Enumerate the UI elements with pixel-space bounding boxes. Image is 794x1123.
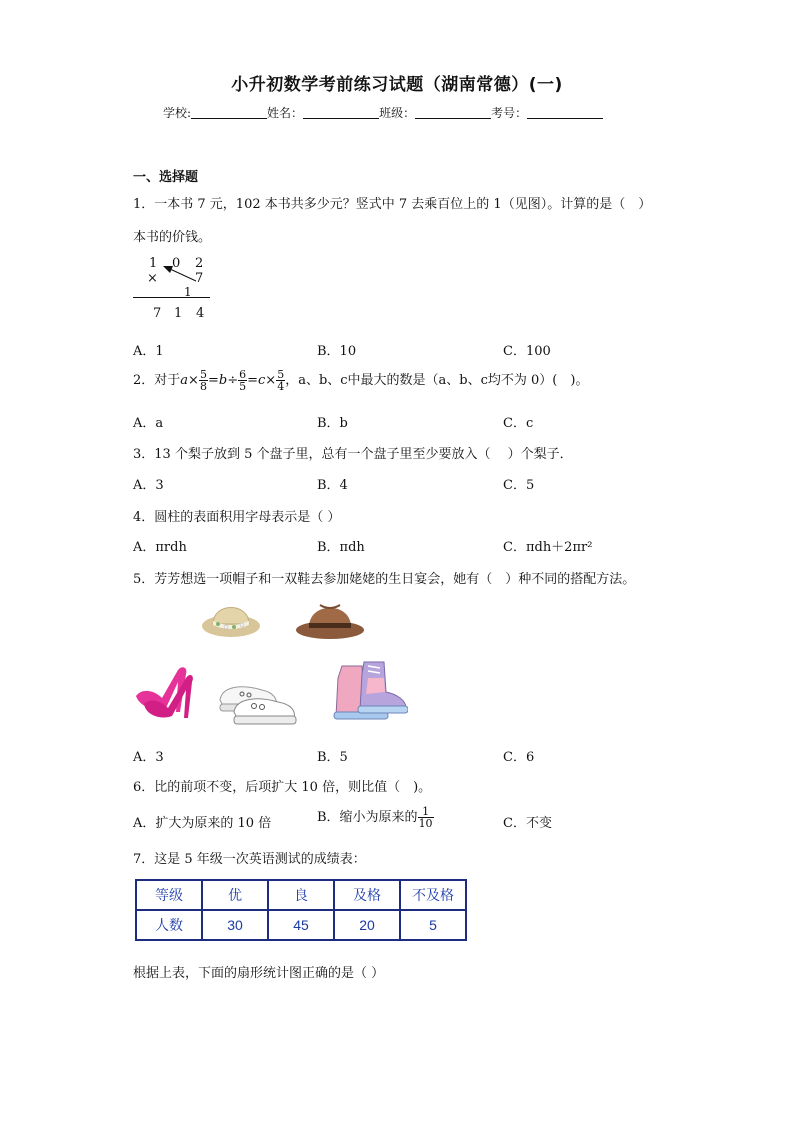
calc-divider-line [133, 297, 210, 298]
times-sign: × [265, 373, 277, 388]
question-2 [133, 367, 588, 395]
table-row [136, 880, 466, 910]
question-7: 7．这是 5 年级一次英语测试的成绩表： [133, 852, 366, 867]
times-sign: × [147, 271, 158, 286]
q1-option-a[interactable]: A．1 [133, 344, 164, 359]
fraction-numerator: 6 [239, 368, 247, 381]
pink-heels-image [132, 660, 196, 720]
class-field[interactable] [415, 105, 491, 119]
table-cell: 5 [400, 910, 466, 940]
q2-option-b[interactable]: B．b [317, 416, 348, 431]
table-cell: 20 [334, 910, 400, 940]
brown-hat-image [294, 596, 366, 642]
school-field[interactable] [191, 105, 267, 119]
exam-no-label: 考号： [491, 106, 528, 120]
fraction-1-10 [418, 806, 434, 829]
table-cell: 30 [202, 910, 268, 940]
equals-sign: = [247, 373, 258, 388]
name-label: 姓名： [267, 106, 304, 120]
fraction-denominator: 4 [277, 380, 285, 393]
q5-option-a[interactable]: A．3 [133, 750, 164, 765]
fraction-5-4 [276, 369, 285, 392]
exam-no-field[interactable] [527, 105, 603, 119]
fraction-numerator: 5 [277, 368, 285, 381]
divide-sign: ÷ [227, 373, 239, 388]
calc-carry: 1 [184, 285, 192, 299]
calc-result-digit: 4 [196, 306, 205, 321]
question-4: 4．圆柱的表面积用字母表示是（ ） [133, 510, 341, 525]
q4-option-a[interactable]: A．πrdh [133, 540, 187, 555]
table-header-cell: 不及格 [400, 880, 466, 910]
q6-option-b-label: B．缩小为原来的 [317, 810, 418, 825]
table-header-cell: 良 [268, 880, 334, 910]
q6-option-b[interactable] [317, 803, 434, 833]
q2-suffix: ，a、b、c中最大的数是（a、b、c均不为 0）( )。 [285, 373, 589, 388]
q6-option-c[interactable]: C．不变 [503, 816, 552, 831]
times-sign: × [188, 373, 199, 388]
fraction-denominator: 10 [418, 817, 433, 830]
var-a: a [180, 373, 189, 388]
school-label: 学校: [163, 106, 192, 120]
q3-option-c[interactable]: C．5 [503, 478, 535, 493]
q2-option-c[interactable]: C．c [503, 416, 534, 431]
class-label: 班级： [379, 106, 416, 120]
calc-top-digit: 2 [195, 256, 204, 271]
pink-blue-sneakers-image [328, 658, 408, 726]
q6-option-a[interactable]: A．扩大为原来的 10 倍 [133, 816, 272, 831]
q2-option-a[interactable]: A．a [133, 416, 164, 431]
white-sneakers-image [216, 672, 306, 728]
q5-option-c[interactable]: C．6 [503, 750, 535, 765]
q3-option-a[interactable]: A．3 [133, 478, 164, 493]
student-info-line [163, 104, 603, 121]
question-3: 3．13 个梨子放到 5 个盘子里，总有一个盘子里至少要放入（ ）个梨子． [133, 447, 573, 462]
question-1-line1: 1．一本书 7 元，102 本书共多少元？竖式中 7 去乘百位上的 1（见图）。计算的是（ ） [133, 197, 652, 212]
table-header-cell: 及格 [334, 880, 400, 910]
calc-result-digit: 7 [153, 306, 162, 321]
name-field[interactable] [303, 105, 379, 119]
section-title: 一、选择题 [133, 170, 199, 185]
question-1-line2: 本书的价钱。 [133, 230, 212, 245]
q4-option-b[interactable]: B．πdh [317, 540, 365, 555]
table-row [136, 910, 466, 940]
table-header-cell: 优 [202, 880, 268, 910]
fraction-numerator: 1 [422, 805, 430, 818]
fraction-denominator: 8 [199, 380, 207, 393]
calc-top-digit: 0 [172, 256, 181, 271]
straw-hat-image [200, 596, 262, 640]
question-6: 6．比的前项不变，后项扩大 10 倍，则比值（ )。 [133, 780, 432, 795]
table-header-cell: 等级 [136, 880, 202, 910]
score-table [135, 879, 467, 941]
fraction-denominator: 5 [239, 380, 247, 393]
fraction-numerator: 5 [199, 368, 207, 381]
var-c: c [258, 373, 266, 388]
question-7-prompt: 根据上表，下面的扇形统计图正确的是（ ） [133, 966, 385, 981]
arrow-icon [160, 262, 202, 284]
table-cell: 人数 [136, 910, 202, 940]
q1-option-c[interactable]: C．100 [503, 344, 551, 359]
var-b: b [218, 373, 228, 388]
q5-option-b[interactable]: B．5 [317, 750, 348, 765]
equals-sign: = [207, 373, 219, 388]
calc-multiplier: 7 [195, 271, 204, 286]
q2-prefix: 2．对于 [133, 373, 181, 388]
q4-option-c[interactable]: C．πdh＋2πr² [503, 540, 593, 555]
fraction-6-5 [238, 369, 247, 392]
question-5: 5．芳芳想选一项帽子和一双鞋去参加姥姥的生日宴会，她有（ ）种不同的搭配方法。 [133, 572, 636, 587]
table-cell: 45 [268, 910, 334, 940]
page-title: 小升初数学考前练习试题（湖南常德）(一) [231, 75, 563, 95]
calc-top-digit: 1 [149, 256, 158, 271]
q3-option-b[interactable]: B．4 [317, 478, 348, 493]
q1-option-b[interactable]: B．10 [317, 344, 357, 359]
fraction-5-8 [199, 369, 208, 392]
calc-result-digit: 1 [174, 306, 183, 321]
